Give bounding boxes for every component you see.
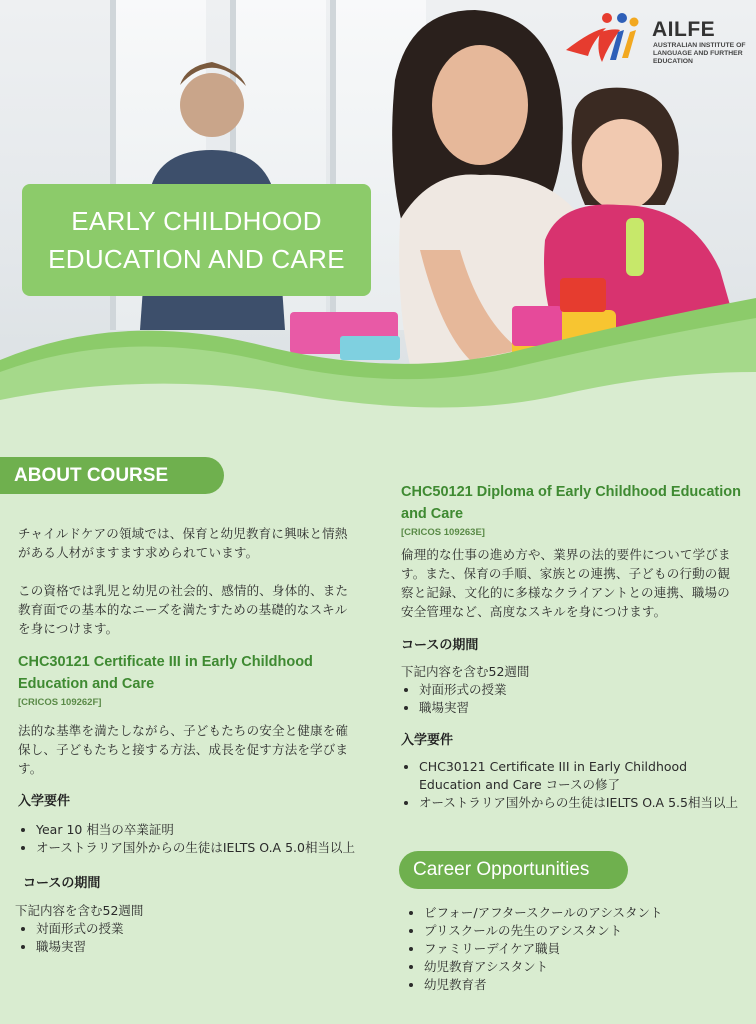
diploma-duration-list xyxy=(401,681,741,717)
career-opportunities-heading: Career Opportunities xyxy=(399,851,628,889)
cert3-title: CHC30121 Certificate III in Early Childhood Education and Care xyxy=(18,654,313,692)
logo-name: AILFE xyxy=(652,18,716,41)
list-item: • 対面形式の授業 xyxy=(419,681,741,699)
cert3-description: 法的な基準を満たしながら、子どもたちの安全と健康を確保し、子どもたちと接する方法、成長を促す方法を学びます。 xyxy=(18,723,349,776)
left-column xyxy=(15,524,358,956)
list-item: • ビフォー/アフタースクールのアシスタント xyxy=(424,904,756,922)
list-item: • オーストラリア国外からの生徒はIELTS O.A 5.5相当以上 xyxy=(419,794,741,812)
diploma-title: CHC50121 Diploma of Early Childhood Education and Care xyxy=(401,484,741,522)
list-item: • オーストラリア国外からの生徒はIELTS O.A 5.0相当以上 xyxy=(36,839,358,857)
cert3-entry-heading: 入学要件 xyxy=(18,794,71,809)
cert3-duration-text: 下記内容を含む52週間 xyxy=(15,903,144,918)
right-column xyxy=(401,481,741,812)
cert3-cricos: [CRICOS 109262F] xyxy=(18,697,102,708)
course-title-line2: EDUCATION AND CARE xyxy=(48,244,345,274)
logo-subtitle: AUSTRALIAN INSTITUTE OF LANGUAGE AND FURTHER EDUCATION xyxy=(653,42,746,65)
diploma-description: 倫理的な仕事の進め方や、業界の法的要件について学びます。また、保育の手順、家族との連携、子どもの行動の観察と記録、文化的に多様なクライアントとの連携、職場の安全管理など、高度なスキルを身につけます。 xyxy=(401,547,731,619)
list-item: • CHC30121 Certificate III in Early Childhood Education and Care コースの修了 xyxy=(419,758,741,794)
cert3-duration-list xyxy=(18,920,358,956)
course-title-box xyxy=(22,184,371,296)
diploma-duration-heading: コースの期間 xyxy=(401,638,479,653)
course-title-line1: EARLY CHILDHOOD xyxy=(71,206,322,236)
logo-mark-icon xyxy=(562,10,648,70)
list-item: • 幼児教育アシスタント xyxy=(424,958,756,976)
about-intro-paragraph: チャイルドケアの領域では、保育と幼児教育に興味と情熱がある人材がますます求められています。 xyxy=(18,526,348,560)
diploma-duration-text: 下記内容を含む52週間 xyxy=(401,664,530,679)
diploma-entry-heading: 入学要件 xyxy=(401,733,454,748)
diploma-cricos: [CRICOS 109263E] xyxy=(401,527,485,538)
list-item: • 幼児教育者 xyxy=(424,976,756,994)
diploma-entry-list xyxy=(401,758,741,812)
career-list xyxy=(406,904,756,994)
cert3-entry-list xyxy=(18,821,358,857)
cert3-duration-heading: コースの期間 xyxy=(23,876,101,891)
list-item: • 対面形式の授業 xyxy=(36,920,358,938)
about-course-heading: ABOUT COURSE xyxy=(0,457,224,494)
ailfe-logo[interactable] xyxy=(562,10,752,70)
about-skills-paragraph: この資格では乳児と幼児の社会的、感情的、身体的、また教育面での基本的なニーズを満たすための基礎的なスキルを身につけます。 xyxy=(18,583,349,636)
list-item: • 職場実習 xyxy=(36,938,358,956)
list-item: • プリスクールの先生のアシスタント xyxy=(424,922,756,940)
list-item: • ファミリーデイケア職員 xyxy=(424,940,756,958)
list-item: • 職場実習 xyxy=(419,699,741,717)
list-item: • Year 10 相当の卒業証明 xyxy=(36,821,358,839)
